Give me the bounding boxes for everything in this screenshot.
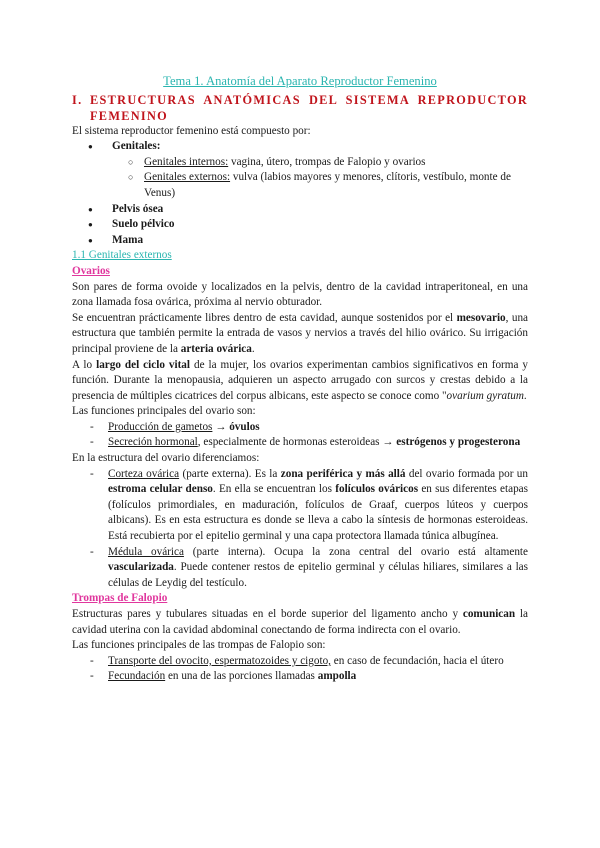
text-run: de la mujer, los ovarios experimentan cambios significativos en forma y función. Durante la menopausia, adquieren un aspecto arrugado con surcos y crestas debido a la presencia de múltiples cicatrices del corpus albicans, este aspecto se conoce como " [72,358,528,402]
text-run: en una de las porciones llamadas [165,670,318,683]
list-item [72,435,528,451]
text-run: del ovario formada por un [405,467,528,480]
text-run: folículos ováricos [335,483,419,496]
text-run: mesovario [456,311,506,324]
text-run: . [251,342,255,355]
ovarios-heading: Ovarios [72,264,110,277]
subsection-heading: 1.1 Genitales externos [72,249,172,262]
text-run: vascularizada [108,561,174,574]
list-item [72,467,528,545]
list-item [72,155,528,171]
section-heading-line1: ESTRUCTURAS ANATÓMICAS DEL SISTEMA REPRODUCTOR [90,92,528,107]
text-run: Transporte del ovocito, espermatozoides y cigoto, [108,654,331,667]
section-heading [72,92,528,124]
text-run: zona periférica y más allá [280,467,406,480]
components-list [72,139,528,248]
trompas-func-intro: Las funciones principales de las trompas de Falopio son: [72,639,326,652]
text-run: . En ella se encuentran los [212,483,336,496]
text-run: estroma celular denso [108,483,213,496]
list-item: ● Suelo pélvico [72,217,528,233]
text-run: A lo [72,358,97,371]
list-item: ● Pelvis ósea [72,202,528,218]
text-run: comunican [462,608,516,620]
section-number: I. [72,92,83,107]
document-title: Tema 1. Anatomía del Aparato Reproductor Femenino [163,74,437,88]
text-run: Corteza ovárica [108,467,180,480]
text-run: en caso de fecundación, hacia el útero [330,654,504,667]
genitales-sublist [72,155,528,202]
genitales-label: Genitales: [112,140,161,153]
text-run: Producción de gametos [108,420,213,433]
text-run: (parte interna). Ocupa la zona central del ovario está altamente [183,545,528,558]
trompas-p1 [72,607,528,638]
list-item [72,654,528,670]
trompas-functions-list [72,654,528,685]
text-run: ampolla [317,670,357,683]
list-item [72,669,528,685]
externos-text: vulva (labios mayores y menores, clítoris, vestíbulo, monte de Venus) [144,171,511,199]
text-run: → [212,420,230,433]
list-item: ● Mama [72,233,528,249]
text-run: Secreción hormonal [108,436,198,449]
text-run: Estructuras pares y tubulares situadas en el borde superior del ligamento ancho y [72,608,463,620]
ovarios-p3 [72,358,528,405]
text-run: (parte externa). Es la [179,467,281,480]
text-run: Médula ovárica [108,545,184,558]
text-run: en sus diferentes etapas (folículos primordiales, en maduración, folículos de Graaf, cuerpos lúteos y cuerpos albicans). Es en esta estructura es donde se lleva a cabo la síntesis de hormonas esteroideas. Está recubierta por el epitelio germinal y una capa protectora llamada túnica albugínea. [108,483,528,543]
list-item [72,139,528,201]
ovarios-func-intro: Las funciones principales del ovario son: [72,405,256,418]
ovarios-struct-intro: En la estructura del ovario diferenciamos: [72,452,260,465]
text-run: Se encuentran prácticamente libres dentro de esta cavidad, aunque sostenidos por el [72,311,457,324]
internos-label: Genitales internos: [144,155,229,168]
ovarios-p2 [72,311,528,358]
document-page [72,74,528,685]
text-run: . Puede contener restos de epitelio germinal y células hiliares, similares a las células de Leydig del testículo. [108,561,528,589]
list-item [72,170,528,201]
text-run: , una estructura que también permite la entrada de vasos y nervios a través del hilio ovárico. Su irrigación principal proviene de la [72,311,528,355]
text-run: arteria ovárica [180,342,252,355]
internos-text: vagina, útero, trompas de Falopio y ovarios [228,155,426,168]
text-run: , especialmente de hormonas esteroideas → [197,436,397,449]
list-item [72,420,528,436]
ovarios-functions-list [72,420,528,451]
text-run: largo del ciclo vital [96,358,191,371]
text-run: ovarium gyratum [446,389,524,402]
text-run: la cavidad uterina con la cavidad abdominal conectando de forma indirecta con el ovario. [72,608,528,636]
text-run: óvulos [229,420,260,433]
ovarios-structure-list [72,467,528,592]
section-heading-line2: FEMENINO [90,108,169,123]
text-run: . [523,389,527,402]
trompas-heading: Trompas de Falopio [72,592,168,605]
ovarios-p1: Son pares de forma ovoide y localizados en la pelvis, dentro de la cavidad intraperitoneal, en una zona llamada fosa ovárica, próxima al nervio obturador. [72,280,528,309]
intro-paragraph: El sistema reproductor femenino está compuesto por: [72,124,311,137]
text-run: Fecundación [108,670,166,683]
externos-label: Genitales externos: [144,171,231,184]
text-run: estrógenos y progesterona [396,436,521,449]
list-item [72,545,528,592]
